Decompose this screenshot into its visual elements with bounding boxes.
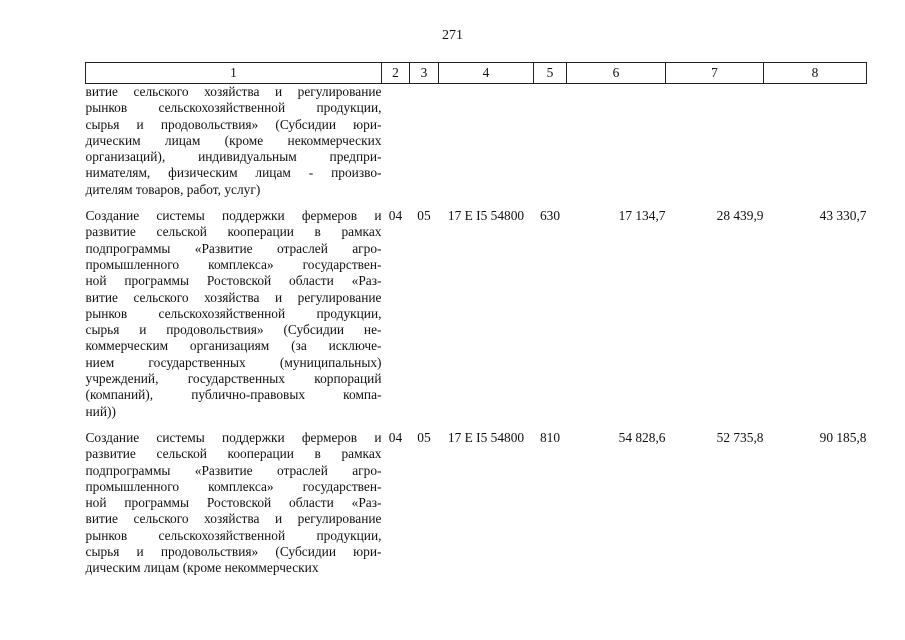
column-header: 3	[410, 63, 439, 84]
description-line: Создание системы поддержки фермеров и	[85, 429, 382, 445]
cell-expense-type: 810	[539, 429, 561, 445]
cell-section: 04	[388, 429, 403, 445]
budget-table	[85, 62, 867, 587]
description-line: сырья и продовольствия» (Субсидии не-	[85, 322, 382, 338]
description-line: коммерческим организациям (за исключе-	[85, 338, 382, 354]
row-description	[86, 208, 382, 430]
column-header: 4	[439, 63, 534, 84]
description-line: ной программы Ростовской области «Раз-	[85, 495, 382, 511]
description-line: витие сельского хозяйства и регулирование	[85, 84, 382, 99]
column-header: 8	[764, 63, 867, 84]
description-line: (компаний), публично-правовых компа-	[85, 387, 382, 403]
description-line: Создание системы поддержки фермеров и	[85, 208, 382, 224]
column-header: 1	[86, 63, 382, 84]
cell-amount-year-1: 17 134,7	[618, 208, 666, 224]
description-line: подпрограммы «Развитие отраслей агро-	[85, 462, 382, 478]
cell-amount-year-3: 43 330,7	[819, 208, 867, 224]
row-description	[86, 84, 382, 209]
description-line: витие сельского хозяйства и регулирование	[85, 289, 382, 305]
description-line: развитие сельской кооперации в рамках	[85, 446, 382, 462]
description-line: сырья и продовольствия» (Субсидии юри-	[85, 544, 382, 560]
description-line: нимателям, физическим лицам - произво-	[85, 165, 382, 181]
cell-target-article: 17 E I5 54800	[447, 429, 525, 445]
description-line: промышленного комплекса» государствен-	[85, 478, 382, 494]
table-row	[86, 430, 867, 587]
column-header: 6	[567, 63, 666, 84]
table-row	[86, 208, 867, 430]
column-header: 5	[534, 63, 567, 84]
cell-amount-year-2: 28 439,9	[716, 208, 764, 224]
description-line: дическим лицам (кроме некоммерческих	[85, 132, 382, 148]
description-line: учреждений, государственных корпораций	[85, 371, 382, 387]
description-line: дическим лицам (кроме некоммерческих	[85, 560, 319, 576]
description-line: рынков сельскохозяйственной продукции,	[85, 527, 382, 543]
description-line: дителям товаров, работ, услуг)	[85, 181, 261, 197]
cell-amount-year-2: 52 735,8	[716, 429, 764, 445]
table-row-continuation	[86, 84, 867, 209]
cell-subsection: 05	[417, 208, 431, 224]
table-header-row	[86, 63, 867, 84]
cell-amount-year-3: 90 185,8	[819, 429, 867, 445]
cell-expense-type: 630	[539, 208, 561, 224]
description-line: рынков сельскохозяйственной продукции,	[85, 100, 382, 116]
cell-amount-year-1: 54 828,6	[618, 429, 666, 445]
description-line: ной программы Ростовской области «Раз-	[85, 273, 382, 289]
description-line: рынков сельскохозяйственной продукции,	[85, 305, 382, 321]
page-number: 271	[442, 28, 463, 43]
column-header: 7	[666, 63, 764, 84]
row-description	[86, 430, 382, 587]
description-line: ний))	[85, 403, 116, 419]
description-line: промышленного комплекса» государствен-	[85, 256, 382, 272]
cell-subsection: 05	[417, 429, 431, 445]
description-line: развитие сельской кооперации в рамках	[85, 224, 382, 240]
description-line: подпрограммы «Развитие отраслей агро-	[85, 240, 382, 256]
cell-section: 04	[388, 208, 403, 224]
description-line: сырья и продовольствия» (Субсидии юри-	[85, 116, 382, 132]
cell-target-article: 17 E I5 54800	[447, 208, 525, 224]
description-line: нием государственных (муниципальных)	[85, 354, 382, 370]
description-line: организаций), индивидуальным предпри-	[85, 149, 382, 165]
description-line: витие сельского хозяйства и регулирование	[85, 511, 382, 527]
column-header: 2	[382, 63, 410, 84]
